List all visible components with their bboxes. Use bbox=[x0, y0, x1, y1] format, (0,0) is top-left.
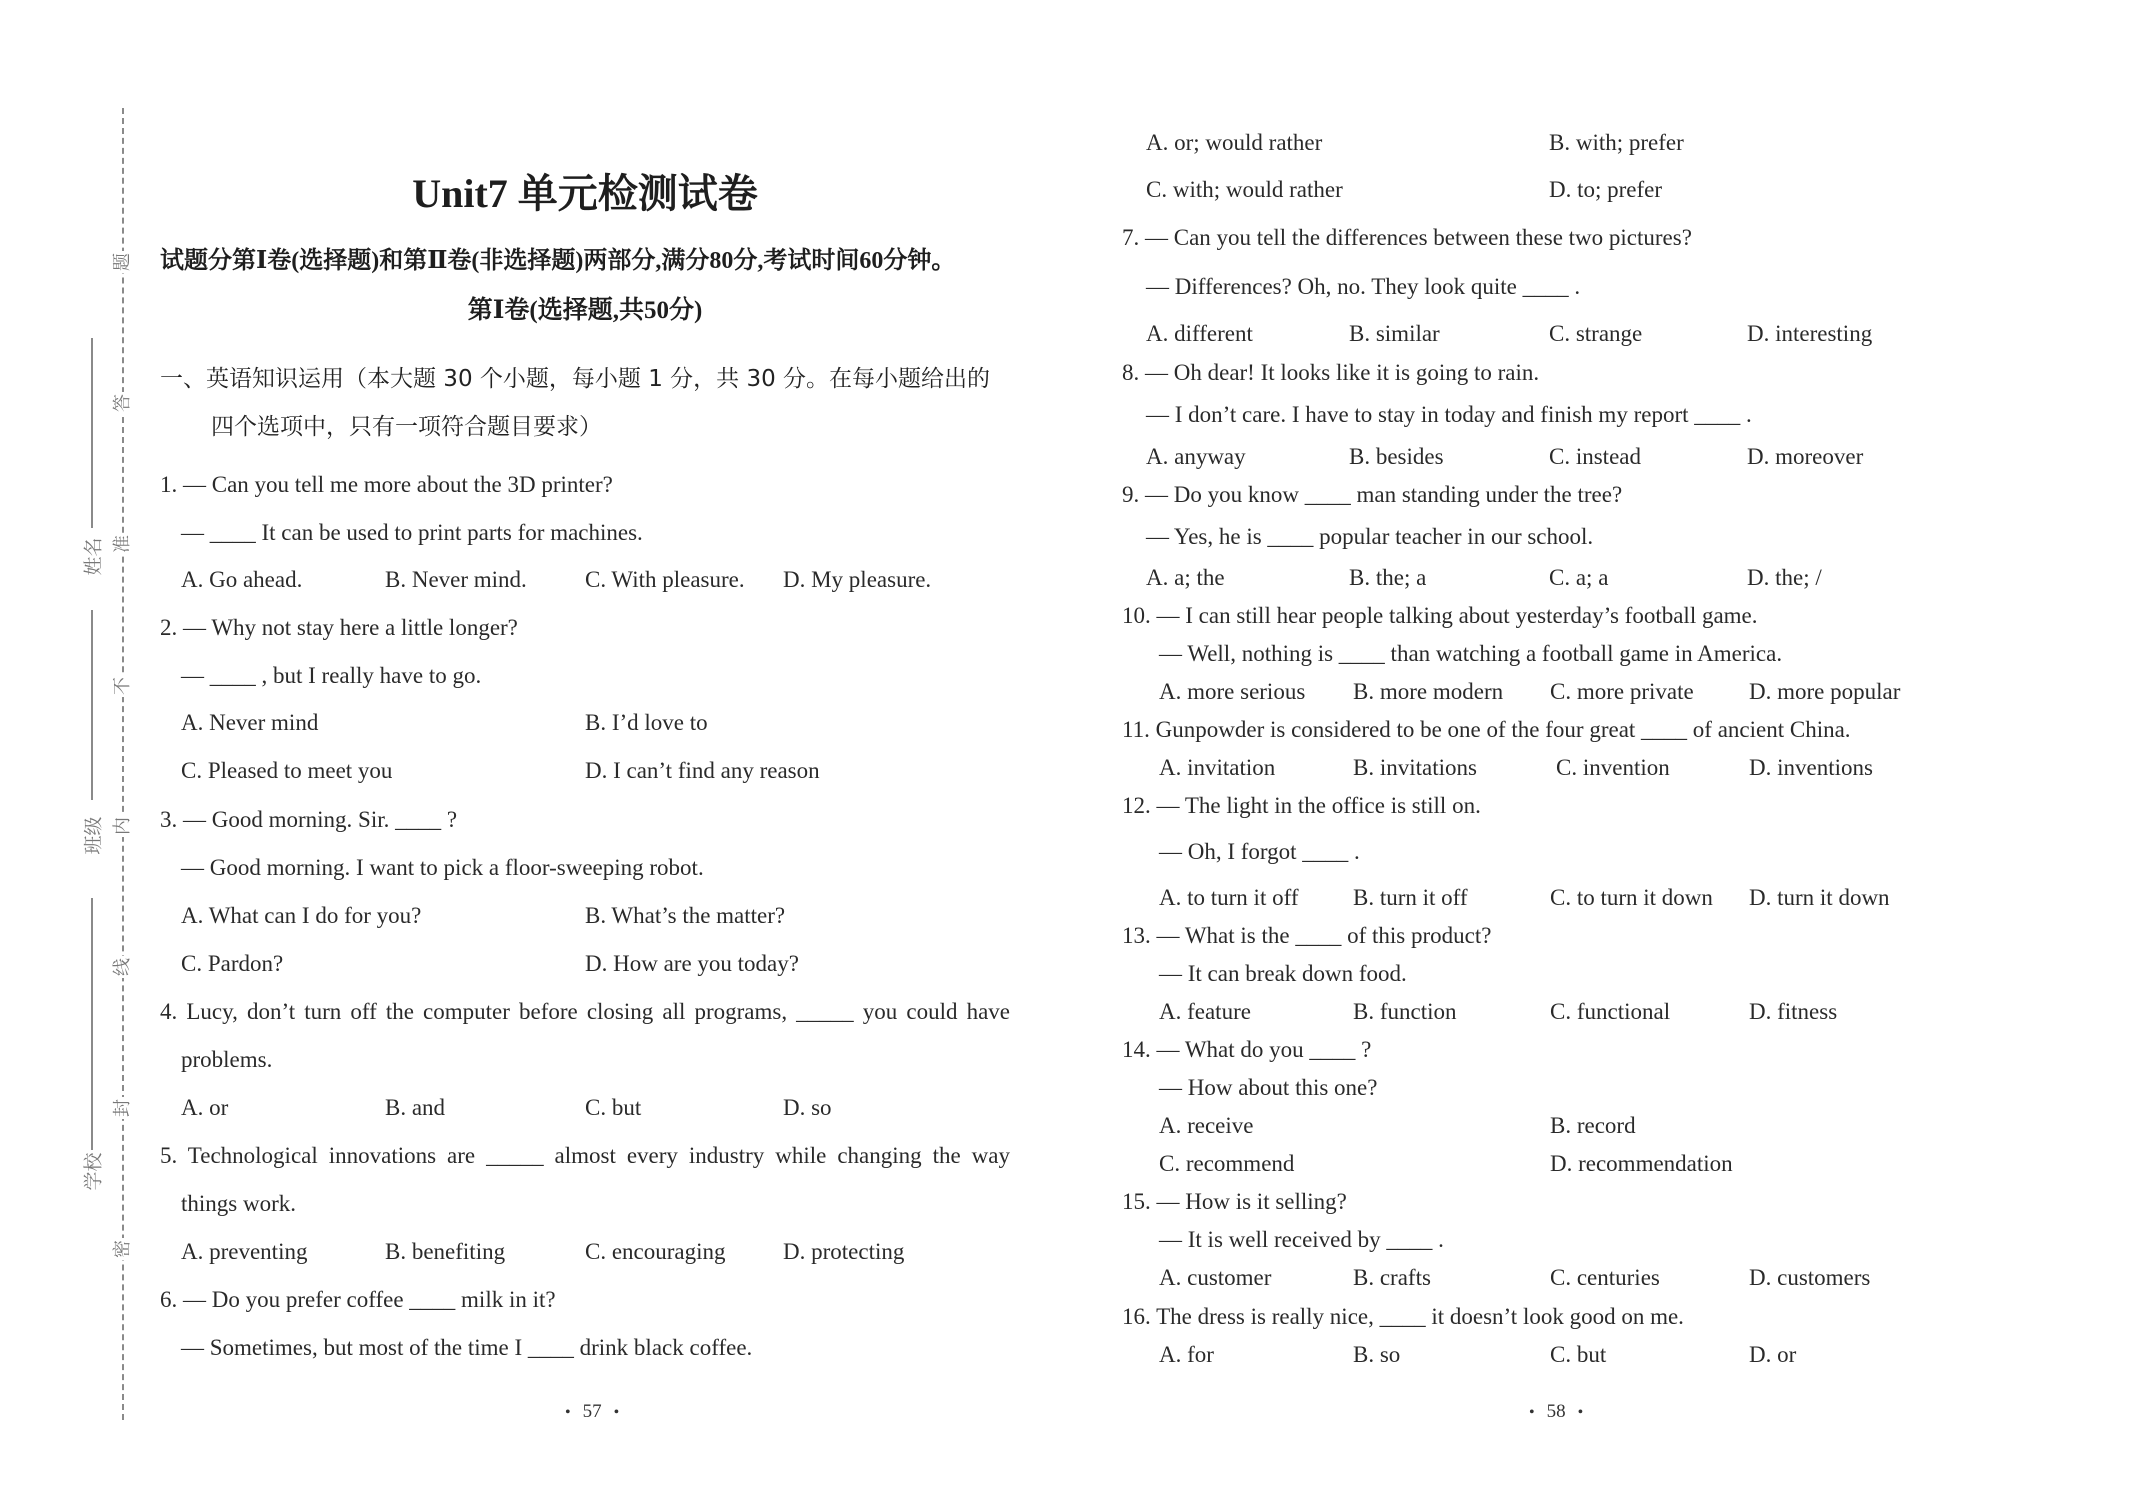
option-a: A. anyway bbox=[1146, 444, 1246, 469]
seal-char: 不 bbox=[112, 677, 133, 695]
section-instructions-line2: 四个选项中，只有一项符合题目要求） bbox=[211, 414, 602, 440]
school-label: 学校 bbox=[82, 1152, 105, 1191]
option-d: D. more popular bbox=[1749, 679, 1901, 704]
option-d: D. the; / bbox=[1747, 565, 1822, 590]
class-label: 班级 bbox=[82, 816, 105, 855]
option-b: B. similar bbox=[1349, 321, 1440, 346]
option-a: A. feature bbox=[1159, 999, 1251, 1024]
option-a: A. to turn it off bbox=[1159, 885, 1299, 910]
option-d: D. inventions bbox=[1749, 755, 1873, 780]
option-c: C. Pleased to meet you bbox=[181, 758, 393, 783]
option-a: A. preventing bbox=[181, 1239, 308, 1264]
bullet: • bbox=[1577, 1404, 1584, 1421]
question-stem: 9. — Do you know ____ man standing under the tree? bbox=[1122, 482, 1623, 507]
page-number-right bbox=[1517, 1401, 1595, 1423]
question-response: — ____ It can be used to print parts for machines. bbox=[181, 520, 643, 545]
question-stem-continued: problems. bbox=[181, 1047, 273, 1072]
question-stem: 10. — I can still hear people talking about yesterday’s football game. bbox=[1122, 603, 1758, 628]
option-a: A. Go ahead. bbox=[181, 567, 303, 592]
option-b: B. benefiting bbox=[385, 1239, 506, 1264]
page-number-value: 58 bbox=[1546, 1401, 1566, 1422]
option-c: C. recommend bbox=[1159, 1151, 1295, 1176]
section-instructions-line1: 一、英语知识运用（本大题 30 个小题，每小题 1 分，共 30 分。在每小题给出的 bbox=[160, 366, 991, 392]
question-response: — Well, nothing is ____ than watching a football game in America. bbox=[1159, 641, 1783, 666]
option-d: D. How are you today? bbox=[585, 951, 799, 976]
option-a: A. What can I do for you? bbox=[181, 903, 422, 928]
seal-char: 内 bbox=[112, 817, 133, 835]
seal-char: 线 bbox=[112, 958, 133, 976]
question-stem: 4. Lucy, don’t turn off the computer before closing all programs, _____ you could have bbox=[160, 999, 1010, 1024]
question-stem: 3. — Good morning. Sir. ____ ? bbox=[160, 807, 458, 832]
option-a: A. invitation bbox=[1159, 755, 1276, 780]
option-c: C. but bbox=[585, 1095, 642, 1120]
seal-char: 准 bbox=[112, 535, 133, 553]
option-b: B. What’s the matter? bbox=[585, 903, 786, 928]
question-stem: 6. — Do you prefer coffee ____ milk in it? bbox=[160, 1287, 556, 1312]
option-d: D. moreover bbox=[1747, 444, 1864, 469]
option-b: B. and bbox=[385, 1095, 446, 1120]
exam-intro: 试题分第Ⅰ卷(选择题)和第Ⅱ卷(非选择题)两部分,满分80分,考试时间60分钟。 bbox=[160, 248, 956, 274]
option-a: A. for bbox=[1159, 1342, 1214, 1367]
option-a: A. or; would rather bbox=[1146, 130, 1323, 155]
option-d: D. customers bbox=[1749, 1265, 1871, 1290]
question-stem: 1. — Can you tell me more about the 3D printer? bbox=[160, 472, 613, 497]
option-a: A. more serious bbox=[1159, 679, 1306, 704]
name-field-line bbox=[91, 338, 93, 528]
option-c: C. to turn it down bbox=[1550, 885, 1713, 910]
option-b: B. I’d love to bbox=[585, 710, 708, 735]
option-d: D. so bbox=[783, 1095, 832, 1120]
option-d: D. or bbox=[1749, 1342, 1797, 1367]
option-a: A. different bbox=[1146, 321, 1253, 346]
bullet: • bbox=[1529, 1404, 1535, 1421]
question-stem: 12. — The light in the office is still on. bbox=[1122, 793, 1481, 818]
bullet: • bbox=[613, 1404, 620, 1421]
option-a: A. Never mind bbox=[181, 710, 319, 735]
question-stem: 14. — What do you ____ ? bbox=[1122, 1037, 1372, 1062]
page-number-value: 57 bbox=[582, 1401, 602, 1422]
option-c: C. functional bbox=[1550, 999, 1671, 1024]
option-b: B. the; a bbox=[1349, 565, 1427, 590]
option-b: B. more modern bbox=[1353, 679, 1504, 704]
option-c: C. a; a bbox=[1549, 565, 1609, 590]
question-stem: 8. — Oh dear! It looks like it is going to rain. bbox=[1122, 360, 1540, 385]
option-c: C. Pardon? bbox=[181, 951, 284, 976]
option-c: C. With pleasure. bbox=[585, 567, 745, 592]
bullet: • bbox=[565, 1404, 571, 1421]
option-c: C. centuries bbox=[1550, 1265, 1660, 1290]
option-b: B. record bbox=[1550, 1113, 1636, 1138]
option-a: A. customer bbox=[1159, 1265, 1272, 1290]
option-d: D. I can’t find any reason bbox=[585, 758, 820, 783]
option-b: B. so bbox=[1353, 1342, 1401, 1367]
question-response: — It can break down food. bbox=[1159, 961, 1407, 986]
option-c: C. encouraging bbox=[585, 1239, 726, 1264]
question-response: — Oh, I forgot ____ . bbox=[1159, 839, 1360, 864]
option-b: B. besides bbox=[1349, 444, 1444, 469]
page-title: Unit7 单元检测试卷 bbox=[412, 171, 758, 216]
name-label: 姓名 bbox=[82, 537, 105, 576]
option-c: C. invention bbox=[1556, 755, 1670, 780]
seal-char: 密 bbox=[112, 1240, 133, 1258]
question-response: — Differences? Oh, no. They look quite ____ . bbox=[1146, 274, 1581, 299]
question-response: — It is well received by ____ . bbox=[1159, 1227, 1444, 1252]
question-stem: 5. Technological innovations are _____ almost every industry while changing the way bbox=[160, 1143, 1010, 1168]
question-stem: 7. — Can you tell the differences between these two pictures? bbox=[1122, 225, 1692, 250]
option-d: D. recommendation bbox=[1550, 1151, 1733, 1176]
school-field-line bbox=[91, 898, 93, 1150]
option-b: B. function bbox=[1353, 999, 1457, 1024]
option-b: B. with; prefer bbox=[1549, 130, 1684, 155]
option-c: C. instead bbox=[1549, 444, 1641, 469]
option-c: C. but bbox=[1550, 1342, 1607, 1367]
option-a: A. receive bbox=[1159, 1113, 1254, 1138]
question-response: — How about this one? bbox=[1159, 1075, 1378, 1100]
option-d: D. protecting bbox=[783, 1239, 905, 1264]
question-stem-continued: things work. bbox=[181, 1191, 296, 1216]
question-stem: 11. Gunpowder is considered to be one of the four great ____ of ancient China. bbox=[1122, 717, 1851, 742]
option-c: C. strange bbox=[1549, 321, 1643, 346]
question-stem: 16. The dress is really nice, ____ it doesn’t look good on me. bbox=[1122, 1304, 1684, 1329]
page-number-left bbox=[553, 1401, 631, 1423]
question-response: — ____ , but I really have to go. bbox=[181, 663, 482, 688]
question-response: — Sometimes, but most of the time I ____ drink black coffee. bbox=[181, 1335, 753, 1360]
option-b: B. crafts bbox=[1353, 1265, 1431, 1290]
question-stem: 13. — What is the ____ of this product? bbox=[1122, 923, 1492, 948]
option-b: B. Never mind. bbox=[385, 567, 527, 592]
option-b: B. invitations bbox=[1353, 755, 1477, 780]
option-b: B. turn it off bbox=[1353, 885, 1468, 910]
option-d: D. to; prefer bbox=[1549, 177, 1663, 202]
option-c: C. more private bbox=[1550, 679, 1694, 704]
class-field-line bbox=[91, 610, 93, 800]
option-c: C. with; would rather bbox=[1146, 177, 1343, 202]
option-d: D. My pleasure. bbox=[783, 567, 932, 592]
option-a: A. a; the bbox=[1146, 565, 1225, 590]
volume-heading: 第Ⅰ卷(选择题,共50分) bbox=[467, 297, 703, 324]
option-d: D. fitness bbox=[1749, 999, 1838, 1024]
question-stem: 2. — Why not stay here a little longer? bbox=[160, 615, 518, 640]
option-d: D. interesting bbox=[1747, 321, 1873, 346]
question-response: — I don’t care. I have to stay in today and finish my report ____ . bbox=[1146, 402, 1752, 427]
option-d: D. turn it down bbox=[1749, 885, 1890, 910]
question-response: — Yes, he is ____ popular teacher in our school. bbox=[1146, 524, 1594, 549]
question-response: — Good morning. I want to pick a floor-sweeping robot. bbox=[181, 855, 704, 880]
seal-char: 封 bbox=[112, 1099, 133, 1117]
question-stem: 15. — How is it selling? bbox=[1122, 1189, 1347, 1214]
seal-char: 题 bbox=[112, 253, 133, 271]
option-a: A. or bbox=[181, 1095, 229, 1120]
seal-char: 答 bbox=[112, 394, 133, 412]
